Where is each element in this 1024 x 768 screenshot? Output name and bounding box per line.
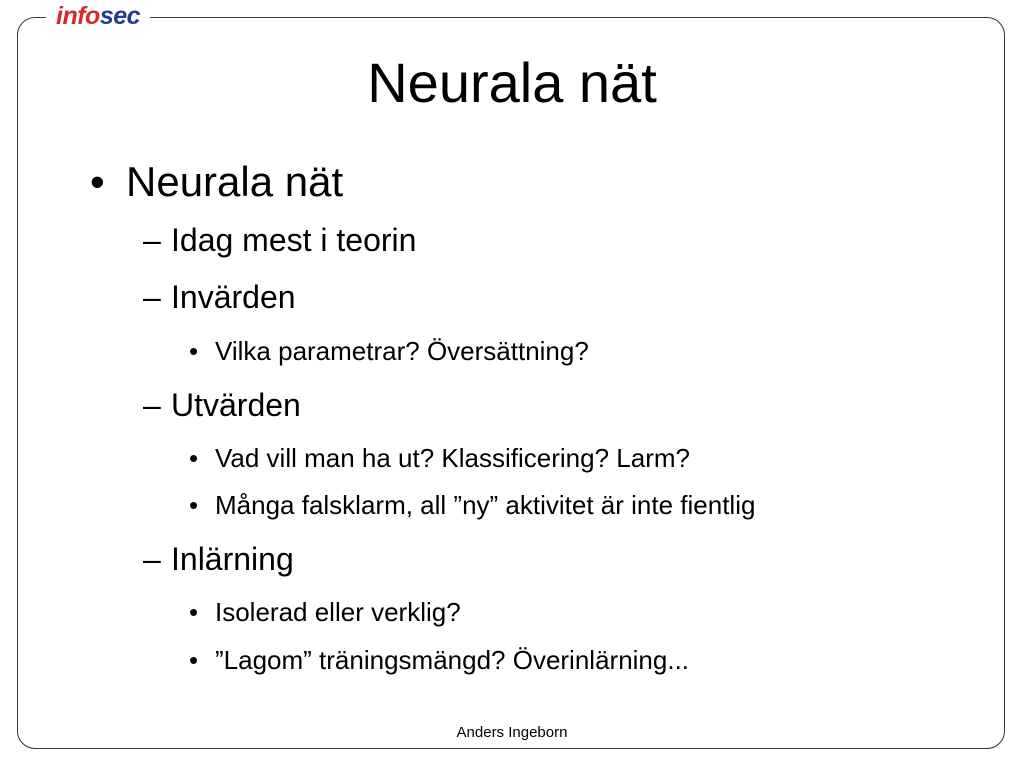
bullet-text: Många falsklarm, all ”ny” aktivitet är inte fientlig: [215, 490, 756, 520]
dash-marker: –: [143, 279, 161, 315]
bullet-marker: •: [189, 490, 199, 520]
dash-marker: –: [143, 222, 161, 258]
bullet-level3: [189, 597, 461, 628]
bullet-level3: [189, 645, 689, 676]
bullet-level2: [143, 387, 301, 424]
slide-frame: [17, 17, 1005, 749]
logo-text-sec: sec: [99, 2, 141, 30]
footer-author: Anders Ingeborn: [456, 724, 568, 741]
bullet-marker: •: [90, 158, 105, 205]
dash-marker: –: [143, 541, 161, 577]
bullet-text: Inlärning: [171, 541, 294, 577]
bullet-level1: [90, 158, 343, 206]
bullet-text: Vad vill man ha ut? Klassificering? Larm?: [215, 443, 690, 473]
bullet-text: Isolerad eller verklig?: [215, 597, 461, 627]
dash-marker: –: [143, 387, 161, 423]
bullet-text: Neurala nät: [126, 158, 344, 205]
bullet-marker: •: [189, 443, 199, 473]
bullet-level2: [143, 541, 294, 578]
bullet-marker: •: [189, 336, 199, 366]
bullet-marker: •: [189, 645, 199, 675]
bullet-level3: [189, 490, 755, 521]
bullet-text: Idag mest i teorin: [171, 222, 417, 258]
bullet-text: ”Lagom” träningsmängd? Överinlärning...: [215, 645, 690, 675]
bullet-text: Utvärden: [171, 387, 301, 423]
bullet-marker: •: [189, 597, 199, 627]
bullet-level2: [143, 279, 296, 316]
bullet-text: Vilka parametrar? Översättning?: [215, 336, 589, 366]
bullet-text: Invärden: [171, 279, 296, 315]
logo-text-info: info: [56, 2, 100, 30]
bullet-level2: [143, 222, 416, 259]
bullet-level3: [189, 336, 589, 367]
slide-title: Neurala nät: [367, 51, 657, 114]
bullet-level3: [189, 443, 690, 474]
infosec-logo: [46, 2, 150, 30]
